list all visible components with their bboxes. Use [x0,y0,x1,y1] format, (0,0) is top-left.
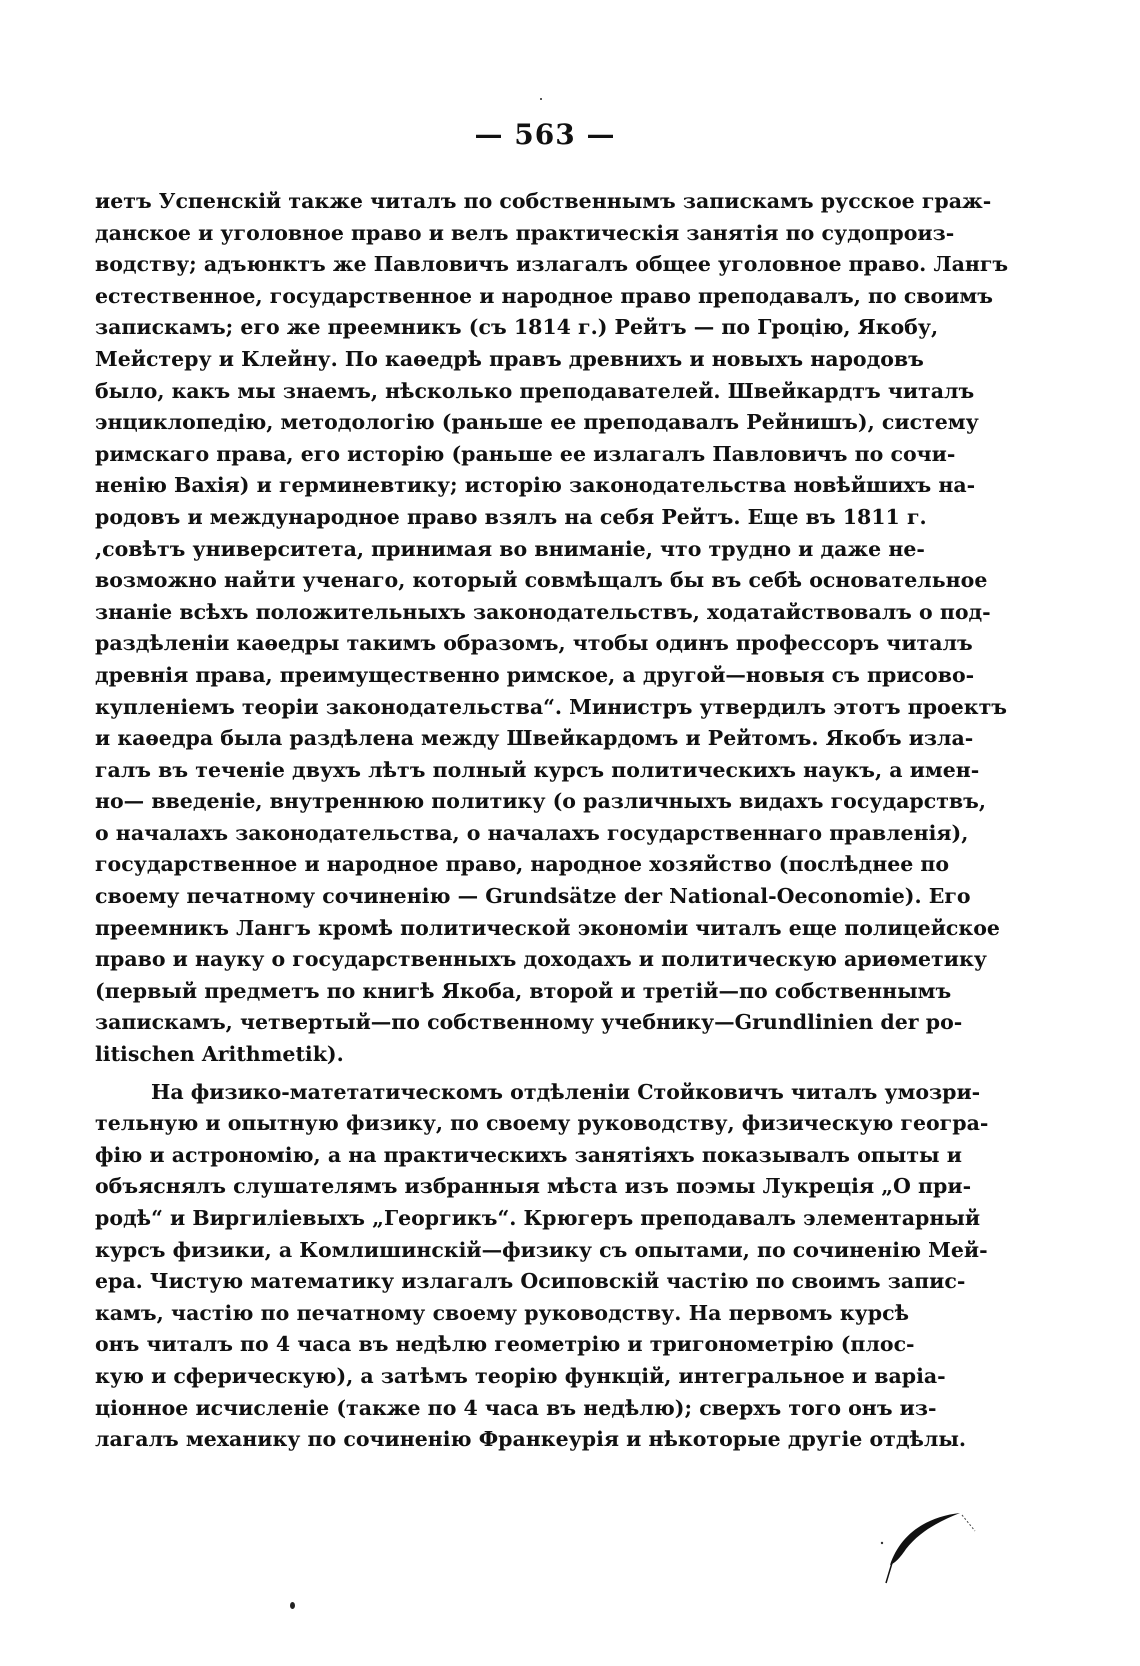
text-line: объяснялъ слушателямъ избранныя мѣста изъ поэмы Лукреція „О при- [95,1174,972,1199]
paragraph-1 [95,186,1009,1071]
text-line: тельную и опытную физику, по своему руководству, физическую геогра- [95,1111,989,1136]
text-line: галъ въ теченіе двухъ лѣтъ полный курсъ политическихъ наукъ, а имен- [95,757,980,782]
text-line: возможно найти ученаго, который совмѣщалъ бы въ себѣ основательное [95,568,988,593]
text-line: государственное и народное право, народное хозяйство (послѣднее по [95,852,950,877]
body-text [95,186,1009,1456]
text-line: запискамъ; его же преемникъ (съ 1814 г.) Рейтъ — по Гроцію, Якобу, [95,315,939,340]
text-line: родѣ“ и Виргиліевыхъ „Георгикъ“. Крюгеръ преподавалъ элементарный [95,1206,981,1230]
text-line: и каѳедра была раздѣлена между Швейкардомъ и Рейтомъ. Якобъ изла- [95,726,974,751]
text-line: своему печатному сочиненію — Grundsätze der National-Oeconomie). Его [95,884,971,909]
text-line: (первый предметъ по книгѣ Якоба, второй и третій—по собственнымъ [95,978,952,1003]
text-line: купленіемъ теоріи законодательства“. Министръ утвердилъ этотъ проектъ [95,694,1007,719]
text-line: онъ читалъ по 4 часа въ недѣлю геометрію и тригонометрію (плос- [95,1332,915,1357]
text-line: знаніе всѣхъ положительныхъ законодательствъ, ходатайствовалъ о под- [95,599,991,624]
text-line: ера. Чистую математику излагалъ Осиповскій частію по своимъ запис- [95,1269,966,1294]
text-line: запискамъ, четвертый—по собственному учебнику—Grundlinien der po- [95,1010,963,1035]
text-line: лагалъ механику по сочиненію Франкеурія и нѣкоторые другіе отдѣлы. [95,1427,967,1452]
printer-flourish-ornament [880,1505,980,1585]
text-line: ненію Вахія) и герминевтику; исторію законодательства новѣйшихъ на- [95,473,976,498]
text-line: родовъ и международное право взялъ на себя Рейтъ. Еще въ 1811 г. [95,504,927,529]
text-line: ,совѣтъ университета, принимая во вниманіе, что трудно и даже не- [95,536,925,561]
text-line: данское и уголовное право и велъ практическія занятія по судопроиз- [95,220,955,245]
text-line: было, какъ мы знаемъ, нѣсколько преподавателей. Швейкардтъ читалъ [95,378,975,403]
text-line: водству; адъюнктъ же Павловичъ излагалъ общее уголовное право. Лангъ [95,252,1009,277]
text-line: На физико-матетатическомъ отдѣленіи Стойковичъ читалъ умозри- [151,1079,981,1104]
page-number: — 563 — [474,118,616,151]
text-line: фію и астрономію, а на практическихъ занятіяхъ показывалъ опыты и [95,1142,962,1167]
text-line: но— введеніе, внутреннюю политику (о различныхъ видахъ государствъ, [95,789,987,814]
text-line: litischen Arithmetik). [95,1042,344,1067]
text-line: римскаго права, его исторію (раньше ее излагалъ Павловичъ по сочи- [95,441,956,466]
text-line: камъ, частію по печатному своему руководству. На первомъ курсѣ [95,1300,909,1325]
text-line: преемникъ Лангъ кромѣ политической экономіи читалъ еще полицейское [95,915,1000,940]
text-line: ціонное исчисленіе (также по 4 часа въ недѣлю); сверхъ того онъ из- [95,1395,937,1420]
text-line: кую и сферическую), а затѣмъ теорію функцій, интегральное и варіа- [95,1363,946,1388]
text-line: курсъ физики, а Комлишинскій—физику съ опытами, по сочиненію Мей- [95,1237,988,1262]
text-line: раздѣленіи каѳедры такимъ образомъ, чтобы одинъ профессоръ читалъ [95,631,973,656]
text-line: о началахъ законодательства, о началахъ государственнаго правленія), [95,820,969,845]
print-speck [290,1602,295,1609]
text-line: иетъ Успенскій также читалъ по собственнымъ запискамъ русское граж- [95,189,992,213]
paragraph-2 [95,1077,989,1456]
text-line: естественное, государственное и народное право преподавалъ, по своимъ [95,283,993,308]
print-speck [540,98,542,100]
text-line: Мейстеру и Клейну. По каѳедрѣ правъ древнихъ и новыхъ народовъ [95,346,924,371]
text-line: древнія права, преимущественно римское, а другой—новыя съ присово- [95,662,975,687]
text-line: энциклопедію, методологію (раньше ее преподавалъ Рейнишъ), систему [95,410,979,435]
text-line: право и науку о государственныхъ доходахъ и политическую ариѳметику [95,947,987,972]
